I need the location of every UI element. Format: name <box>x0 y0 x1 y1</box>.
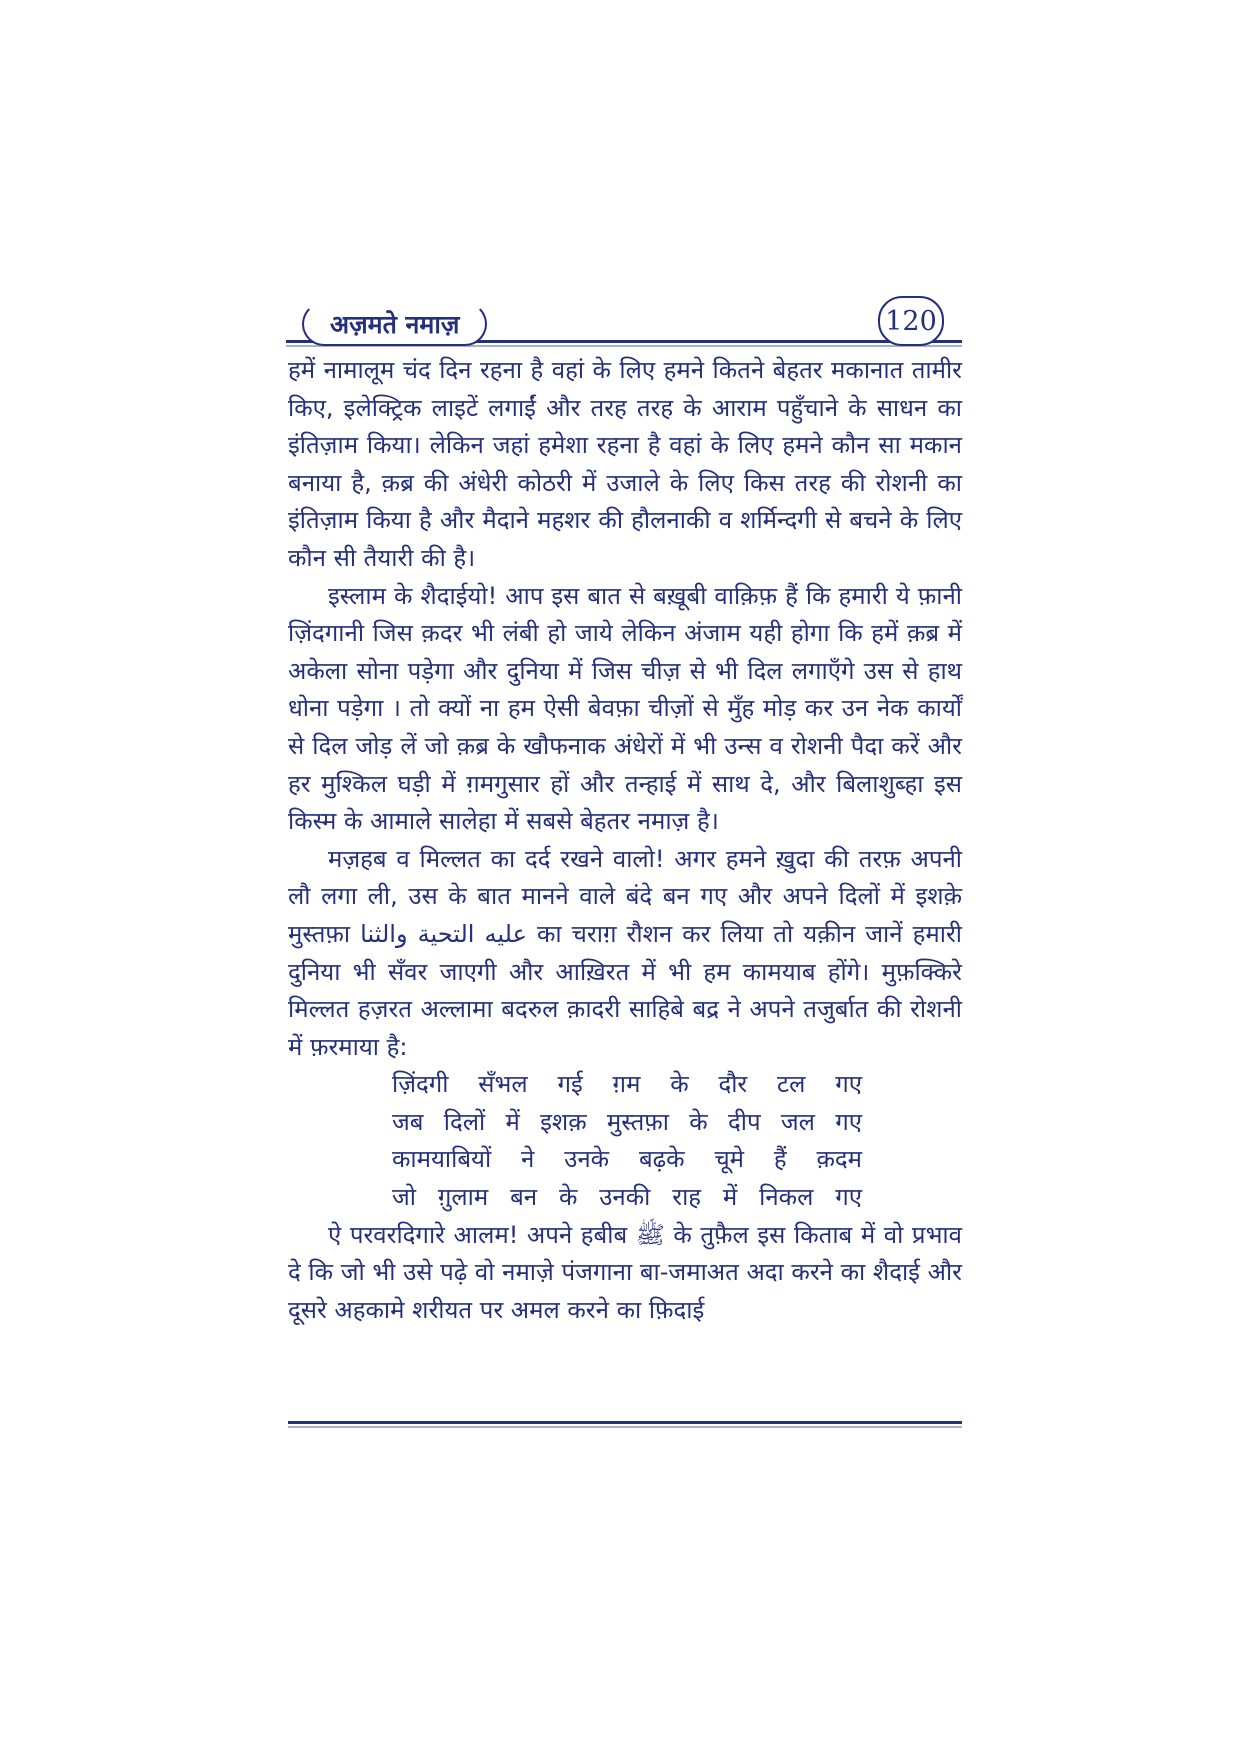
footer-rule <box>288 1421 962 1424</box>
page-body <box>288 352 962 1329</box>
verse-line-3: कामयाबियों ने उनके बढ़के चूमे हैं क़दम <box>392 1145 862 1174</box>
verse-line-4: जो ग़ुलाम बन के उनकी राह में निकल गए <box>392 1183 862 1212</box>
paragraph-1: हमें नामालूम चंद दिन रहना है वहां के लिए हमने कितने बेहतर मकानात तामीर किए, इलेक्ट्रिक लाइटें लगाईं और तरह तरह के आराम पहुँचाने के साधन का इंतिज़ाम किया। लेकिन जहां हमेशा रहना है वहां के लिए हमने कौन सा मकान बनाया है, क़ब्र की अंधेरी कोठरी में उजाले के लिए किस तरह की रोशनी का इंतिज़ाम किया है और मैदाने महशर की हौलनाकी व शर्मिन्दगी से बचने के लिए कौन सी तैयारी की है। <box>288 356 962 572</box>
footer-rule-secondary <box>288 1426 962 1428</box>
book-title: अज़मते नमाज़ <box>302 302 487 346</box>
poem-verse <box>288 1066 862 1216</box>
page-header <box>286 296 962 354</box>
paragraph-3: मज़हब व मिल्लत का दर्द रखने वालो! अगर हमने ख़ुदा की तरफ़ अपनी लौ लगा ली, उस के बात मानने वाले बंदे बन गए और अपने दिलों में इशक़े मुस्तफ़ा عليه التحية والثنا का चराग़ रौशन कर लिया तो यक़ीन जानें हमारी दुनिया भी सँवर जाएगी और आख़िरत में भी हम कामयाब होंगे। मुफ़क्किरे मिल्लत हज़रत अल्लामा बदरुल क़ादरी साहिबे बद्र ने अपने तजुर्बात की रोशनी में फ़रमाया है: <box>288 844 963 1061</box>
paragraph-4: ऐ परवरदिगारे आलम! अपने हबीब ﷺ के तुफ़ैल इस किताब में वो प्रभाव दे कि जो भी उसे पढ़े वो नमाज़े पंजगाना बा-जमाअत अदा करने का शैदाई और दूसरे अहकामे शरीयत पर अमल करने का फ़िदाई <box>288 1220 962 1324</box>
verse-line-1: ज़िंदगी सँभल गई ग़म के दौर टल गए <box>392 1070 862 1099</box>
paragraph-2: इस्लाम के शैदाईयो! आप इस बात से बख़ूबी वाक़िफ़ हैं कि हमारी ये फ़ानी ज़िंदगानी जिस क़दर भी लंबी हो जाये लेकिन अंजाम यही होगा कि हमें क़ब्र में अकेला सोना पड़ेगा और दुनिया में जिस चीज़ से भी दिल लगाएँगे उस से हाथ धोना पड़ेगा । तो क्यों ना हम ऐसी बेवफ़ा चीज़ों से मुँह मोड़ कर उन नेक कार्यों से दिल जोड़ लें जो क़ब्र के खौफनाक अंधेरों में भी उन्स व रोशनी पैदा करें और हर मुश्किल घड़ी में ग़मगुसार हों और तन्हाई में साथ दे, और बिलाशुब्हा इस किस्म के आमाले सालेहा में सबसे बेहतर नमाज़ है। <box>288 581 962 836</box>
verse-line-2: जब दिलों में इशक़ मुस्तफ़ा के दीप जल गए <box>392 1107 862 1136</box>
page-number: 120 <box>878 296 944 346</box>
